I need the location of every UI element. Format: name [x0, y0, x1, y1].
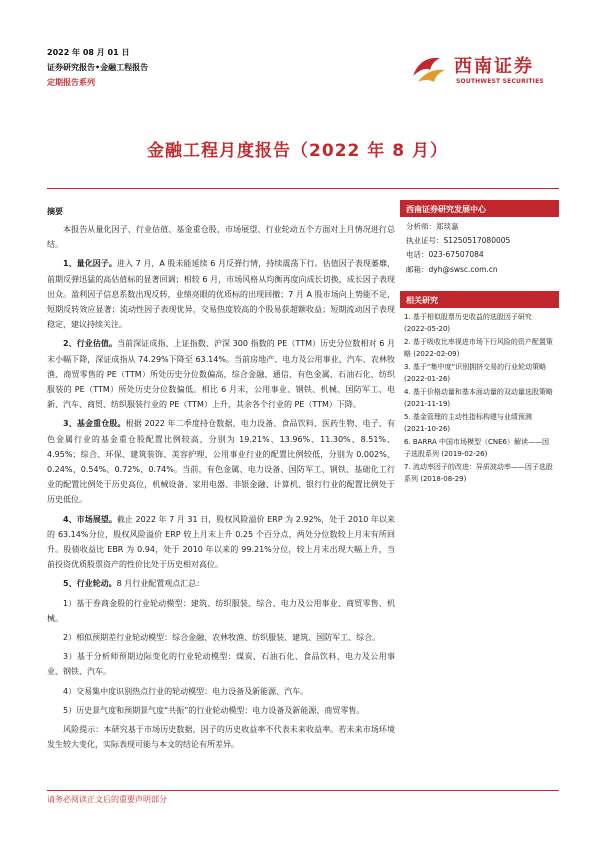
related-report-link[interactable]: 2. 基于吸收比率视进市场下行风险的资产配置策略 (2022-02-09) — [404, 337, 553, 358]
abstract-item: 2、行业估值。当前深证成指、上证指数、沪深 300 指数的 PE（TTM）历史分位数相对 6 月末小幅下降，深证成指从 74.29%下降至 63.14%。当前房地产、电力及公用事业、汽车、农林牧渔、商贸零售的 PE（TTM）所处历史分位数偏高，综合金融、通信、有色金属、石油石化、纺织服装的 PE（TTM）所处历史分位数偏低。相比 6 月末，公用事业、钢铁、机械、国防军工、电新、汽车、商贸、纺织服装行业的 PE（TTM）上升，其余各个行业的 PE（TTM）下降。 — [47, 339, 395, 410]
header-meta — [47, 45, 148, 90]
logo-name-cn: 西南证券 — [454, 56, 534, 77]
rotation-model: 5）历史景气度和预期景气度“共振”的行业轮动模型：电力设备及新能源、商贸零售。 — [63, 705, 365, 715]
rotation-model: 1）基于券商金股的行业轮动模型：建筑、纺织服装、综合、电力及公用事业、商贸零售、机械。 — [47, 598, 395, 623]
rotation-model: 2）相似预期差行业轮动模型：综合金融、农林牧渔、纺织服装、建筑、国防军工、综合。 — [63, 633, 381, 643]
title-divider — [47, 188, 559, 189]
research-center-title: 西南证券研究发展中心 — [400, 200, 559, 217]
abstract-item: 5、行业轮动。8 月行业配置观点汇总： — [63, 579, 205, 589]
related-report-link[interactable]: 3. 基于“集中度”识别拥挤交易的行业轮动策略 (2022-01-26) — [404, 362, 547, 383]
abstract-body — [47, 222, 395, 757]
abstract-item: 4、市场展望。截止 2022 年 7 月 31 日，股权风险溢价 ERP 为 2.92%，处于 2010 年以来的 63.14%分位，股权风险溢价 ERP 较上月末上升 0.25 个百分点，两处分位数较上月末有所回升。股债收益比 EBR 为 0.94，处于 2010 年以来的 99.21%分位，较上月末出现大幅上升，当前投资优质股票资产的性价比处于历史相对高位。 — [47, 514, 395, 570]
rotation-model: 4）交易集中度识别热点行业的轮动模型：电力设备及新能源、汽车。 — [63, 686, 309, 696]
analyst-row: 电话：023-67507084 — [406, 250, 484, 260]
report-date: 2022 年 08 月 01 日 — [47, 48, 130, 57]
analyst-info — [400, 217, 559, 277]
related-report-link[interactable]: 1. 基于相似股票历史收益的选股因子研究 (2022-05-20) — [404, 312, 532, 333]
abstract-item: 1、量化因子。进入 7 月，A 股未能延续 6 月反弹行情，持续震荡下行。估值因子表现萎靡，前期反弹迅猛的高估值标的显著回调；相较 6 月，市场风格从均衡再度向成长切换，成长因子表现出众。盈利因子信息系数出现反转，业绩亮眼的优质标的出现回撤；7 月 A 股市场向上势能不足，短期反转效应显著；流动性因子表现优异，交易热度较高的个股易获超额收益；短期流动因子表现稳定，建议持续关注。 — [47, 259, 395, 330]
footer-divider — [47, 790, 559, 791]
related-report-link[interactable]: 4. 基于价格动量和基本面动量的双动量选股策略 (2021-11-19) — [404, 387, 553, 408]
logo-name-en: SOUTHWEST SECURITIES — [456, 78, 544, 85]
risk-warning: 风险提示：本研究基于市场历史数据，因子的历史收益率不代表未来收益率。若未来市场环境发生较大变化，实际表现可能与本文的结论有所差异。 — [47, 725, 395, 750]
footer-disclaimer: 请务必阅读正文后的重要声明部分 — [47, 795, 167, 804]
analyst-row: 分析师：郑琰嘉 — [406, 222, 459, 231]
analyst-row: 执业证号：S1250517080005 — [406, 236, 511, 246]
sidebar — [400, 200, 559, 486]
related-report-link[interactable]: 5. 基金管理的主动性指标构建与业绩预测 (2021-10-26) — [404, 412, 532, 433]
related-report-link[interactable]: 6. BARRA 中国市场模型（CNE6）解读——因子选股系列 (2019-02-26) — [404, 437, 549, 458]
related-research-list — [400, 308, 559, 485]
related-report-link[interactable]: 7. 流动率因子的改进：异质波动率——因子选股系列 (2018-08-29) — [404, 462, 553, 483]
abstract-heading: 摘要 — [47, 207, 63, 216]
abstract-item: 3、基金重仓股。根据 2022 年二季度持仓数据，电力设备、食品饮料、医药生物、电子、有色金属行业的基金重仓股配置比例较高，分别为 19.21%、13.96%、11.30%、8.51%、4.95%；综合、环保、建筑装饰、美容护理、公用事业行业的配置比例较低，分别为 0.002%、0.24%、0.54%、0.72%、0.74%。当前，有色金属、电力设备、国防军工、钢铁、基础化工行业的配置比例处于历史高位，机械设备、家用电器、非银金融、计算机、银行行业的配置比例处于历史低位。 — [47, 419, 395, 505]
rotation-model: 3）基于分析师预期边际变化的行业轮动模型：煤炭、石油石化、食品饮料、电力及公用事业、钢铁、汽车。 — [47, 652, 395, 677]
abstract-intro: 本报告从量化因子、行业估值、基金重仓股、市场展望、行业轮动五个方面对上月情况进行总结。 — [47, 225, 395, 250]
logo-mark-icon — [410, 52, 448, 86]
report-types: 证券研究报告•金融工程报告 — [47, 63, 149, 72]
company-logo — [410, 50, 560, 92]
analyst-row: 邮箱：dyh@swsc.com.cn — [406, 264, 498, 274]
report-series: 定期报告系列 — [47, 78, 95, 87]
related-research-title: 相关研究 — [400, 291, 559, 308]
report-title: 金融工程月度报告（2022 年 8 月） — [147, 141, 448, 161]
